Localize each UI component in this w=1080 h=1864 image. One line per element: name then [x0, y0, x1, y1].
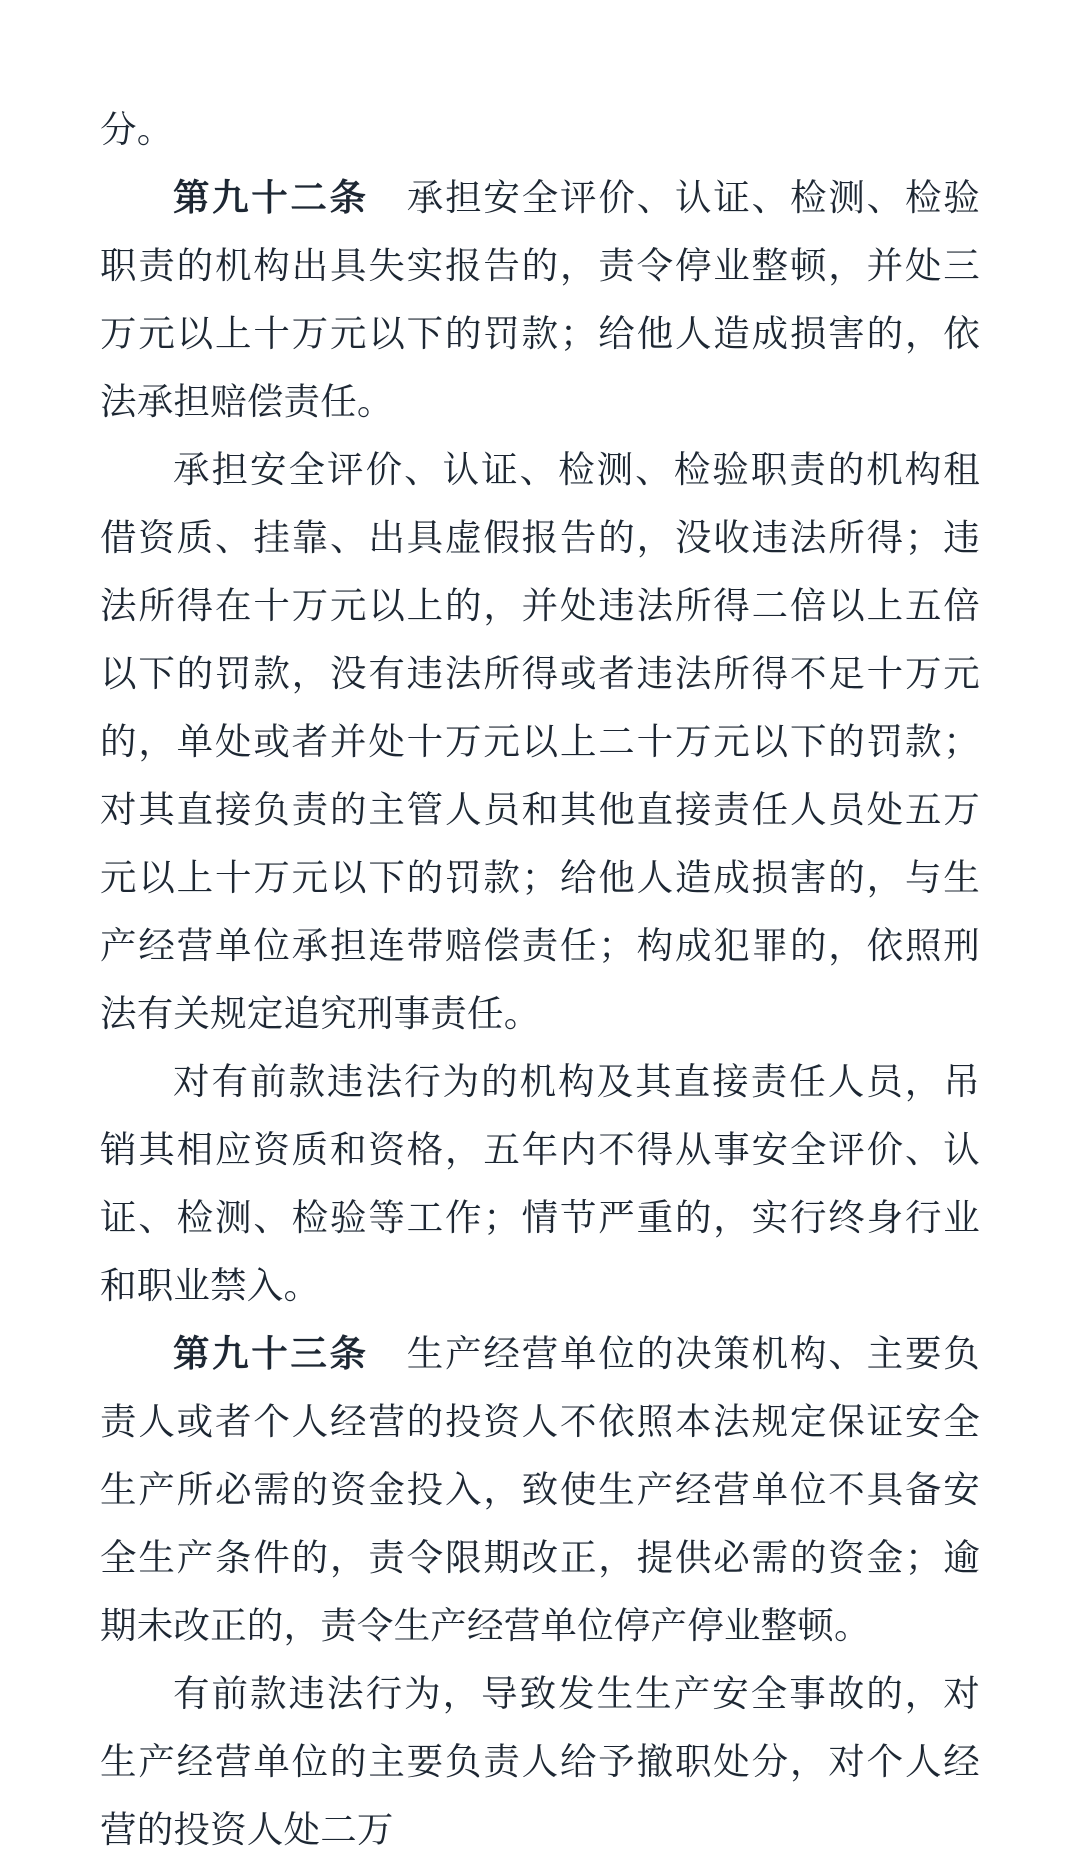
paragraph-article-92-2 [100, 436, 980, 1048]
paragraph-text: 对有前款违法行为的机构及其直接责任人员，吊销其相应资质和资格，五年内不得从事安全评价、认证、检测、检验等工作；情节严重的，实行终身行业和职业禁入。 [100, 1060, 980, 1307]
paragraph-text: 分。 [100, 108, 174, 151]
article-number-92: 第九十二条 [173, 176, 369, 219]
article-number-93: 第九十三条 [173, 1332, 369, 1375]
paragraph-article-92-3 [100, 1048, 980, 1320]
paragraph-article-93-1 [100, 1320, 980, 1660]
document-body [100, 96, 980, 1864]
paragraph-article-93-2 [100, 1660, 980, 1864]
paragraph-text: 承担安全评价、认证、检测、检验职责的机构租借资质、挂靠、出具虚假报告的，没收违法所得；违法所得在十万元以上的，并处违法所得二倍以上五倍以下的罚款，没有违法所得或者违法所得不足十万元的，单处或者并处十万元以上二十万元以下的罚款；对其直接负责的主管人员和其他直接责任人员处五万元以上十万元以下的罚款；给他人造成损害的，与生产经营单位承担连带赔偿责任；构成犯罪的，依照刑法有关规定追究刑事责任。 [100, 448, 980, 1035]
paragraph-text: 承担安全评价、认证、检测、检验职责的机构出具失实报告的，责令停业整顿，并处三万元以上十万元以下的罚款；给他人造成损害的，依法承担赔偿责任。 [100, 176, 980, 423]
paragraph-text: 有前款违法行为，导致发生生产安全事故的，对生产经营单位的主要负责人给予撤职处分，对个人经营的投资人处二万 [100, 1672, 980, 1851]
paragraph-article-92-1 [100, 164, 980, 436]
paragraph-continued [100, 96, 980, 164]
paragraph-text: 生产经营单位的决策机构、主要负责人或者个人经营的投资人不依照本法规定保证安全生产所必需的资金投入，致使生产经营单位不具备安全生产条件的，责令限期改正，提供必需的资金；逾期未改正的，责令生产经营单位停产停业整顿。 [100, 1332, 980, 1647]
